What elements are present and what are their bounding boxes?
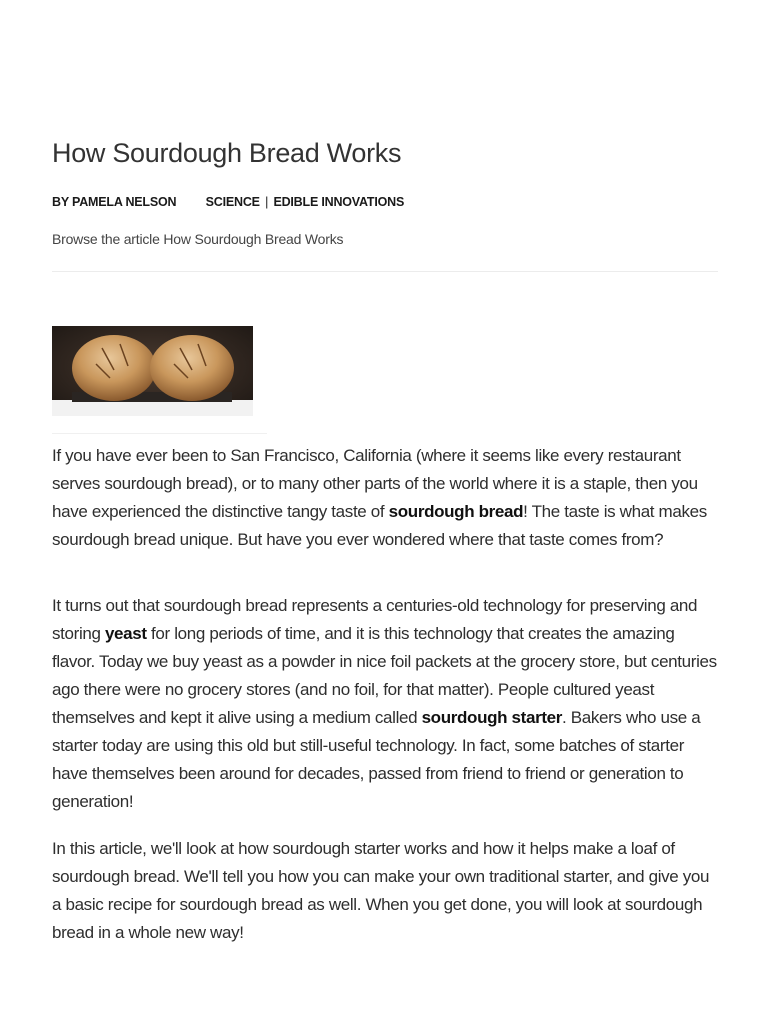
p2-text-c: for long periods of time, and it is this technology that creates the amazing flavor. Today we buy yeast as a powder in nice foil packets at the grocery store, but centuries ago there were no grocery stores (and no foil, for that matter). People cultured yeast themselves and kept it alive using a medium called [52,624,717,727]
image-divider [52,433,267,434]
category-science-link[interactable]: SCIENCE [205,195,260,209]
p2-keyword-yeast: yeast [104,624,147,643]
byline [52,195,404,209]
page-title: How Sourdough Bread Works [52,138,402,168]
paragraph-intro [52,442,718,554]
p2-keyword-sourdough-starter: sourdough starter [421,708,563,727]
sourdough-bread-image [52,326,253,416]
browse-article-link[interactable]: Browse the article How Sourdough Bread Works [52,231,344,247]
p2-text-e: . Bakers who use a starter today are using this old but still-useful technology. In fact, some batches of starter have themselves been around for decades, passed from friend to friend or generation to generation! [52,708,701,811]
p2-text-a: It turns out that sourdough bread represents a centuries-old technology for preserving and storing [52,596,698,643]
author-link[interactable]: BY PAMELA NELSON [52,195,177,209]
header-divider [52,271,718,272]
p1-text-a: If you have ever been to San Francisco, California (where it seems like every restaurant serves sourdough bread), or to many other parts of the world where it is a staple, then you have experienced the distinctive tangy taste of [52,446,698,521]
p1-keyword-sourdough-bread: sourdough bread [388,502,524,521]
category-separator: | [265,195,269,209]
category-edible-innovations-link[interactable]: EDIBLE INNOVATIONS [273,195,405,209]
p1-text-c: ! The taste is what makes sourdough bread unique. But have you ever wondered where that taste comes from? [52,502,707,549]
p3-text-a: In this article, we'll look at how sourdough starter works and how it helps make a loaf of sourdough bread. We'll tell you how you can make your own traditional starter, and give you a basic recipe for sourdough bread as well. When you get done, you will look at sourdough bread in a whole new way! [52,839,710,942]
paragraph-overview [52,835,718,947]
paragraph-technology [52,592,718,816]
